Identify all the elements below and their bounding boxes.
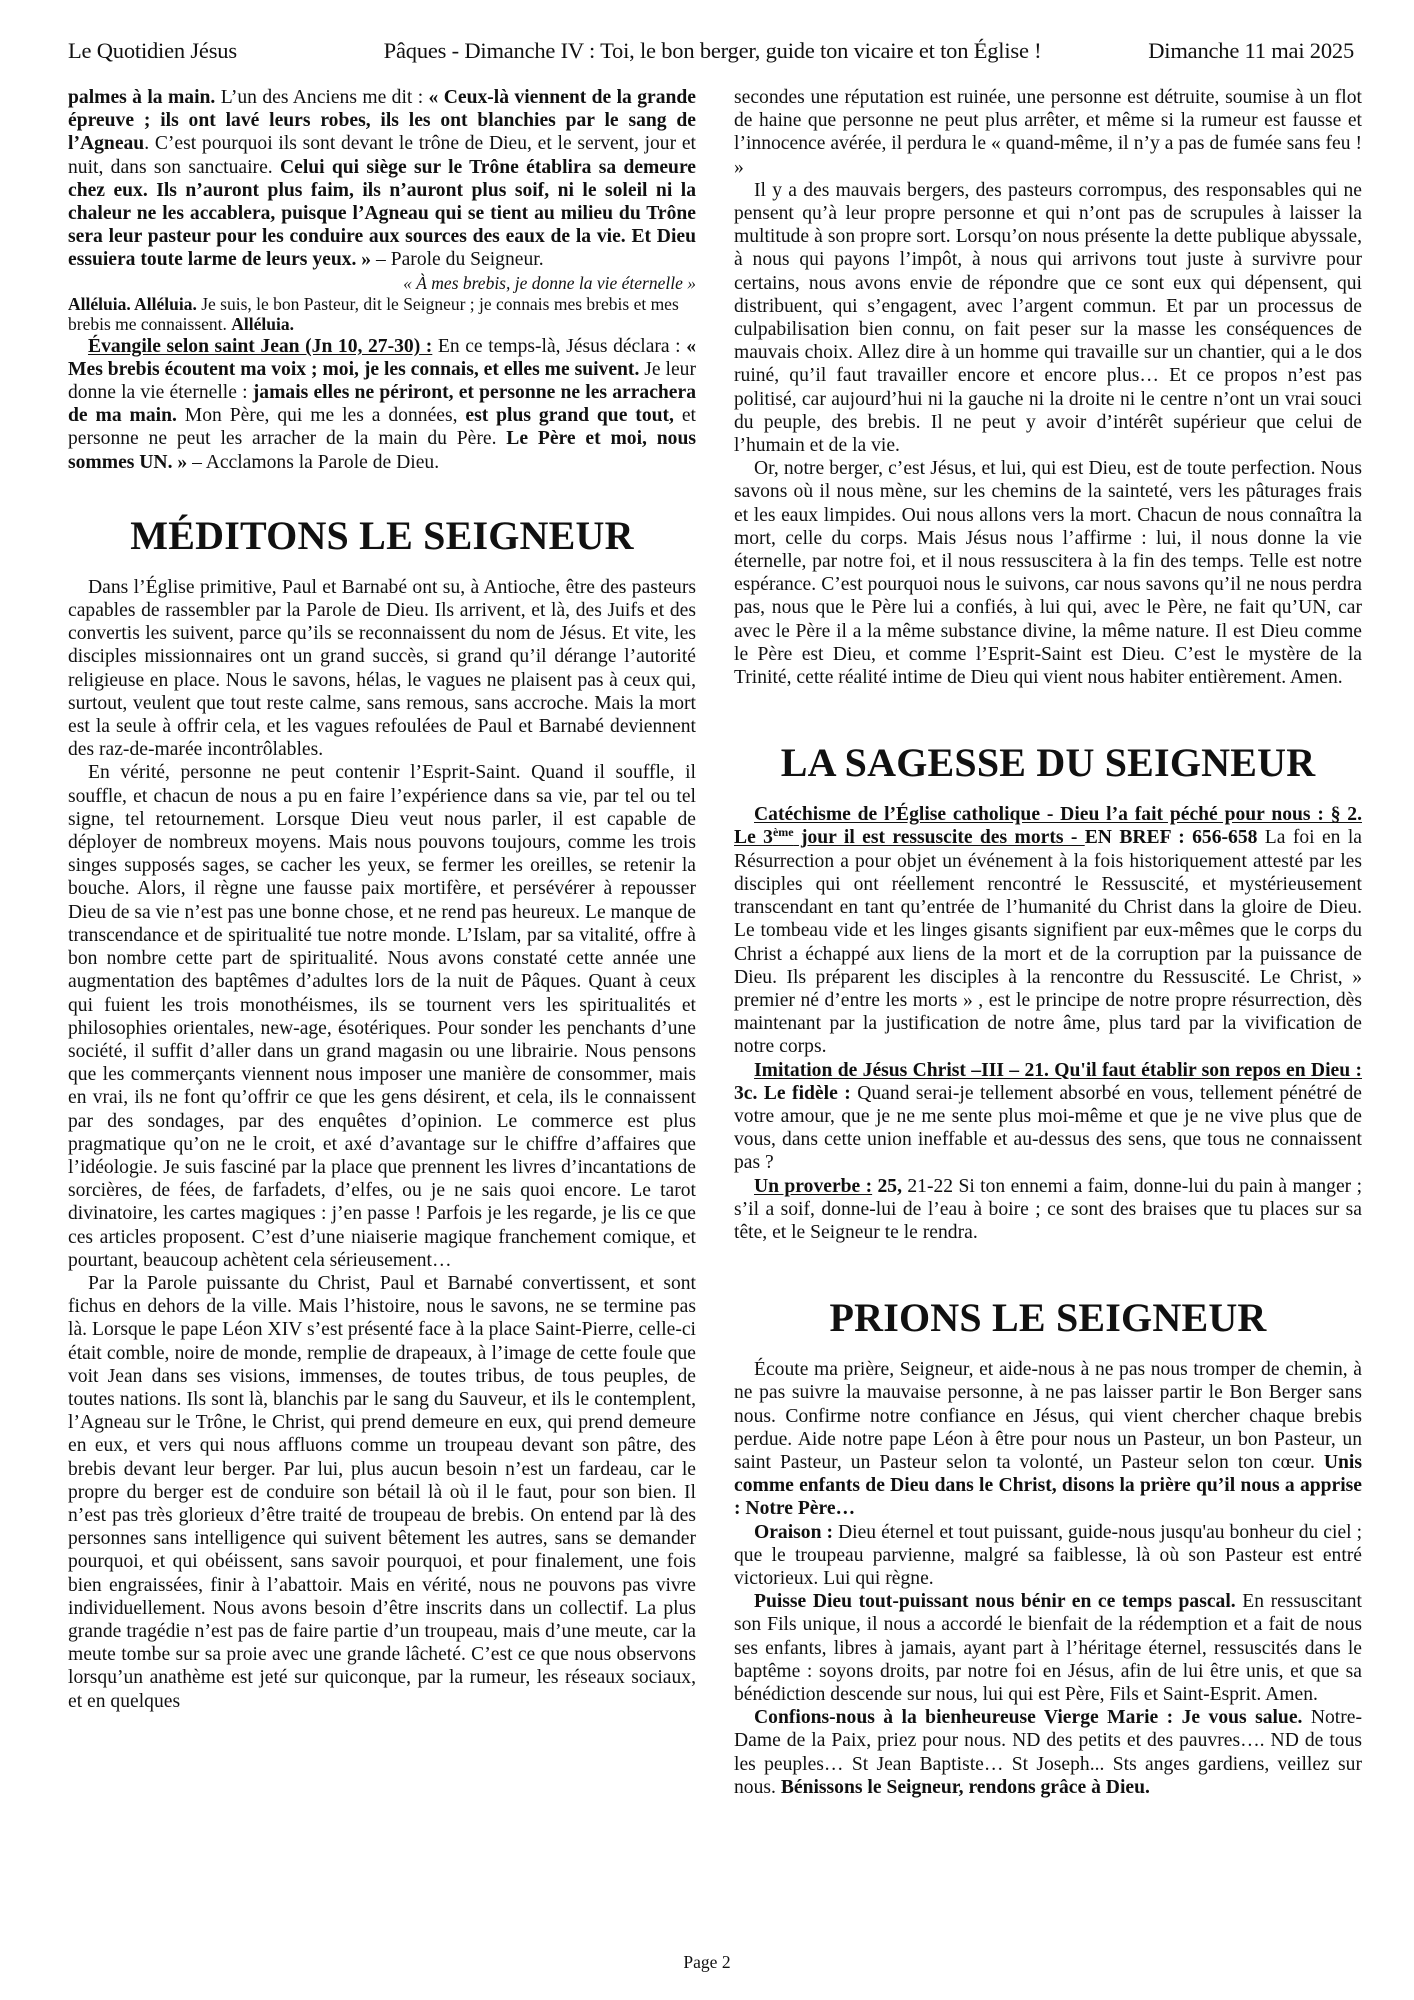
oraison-label: Oraison : — [754, 1521, 834, 1543]
left-column — [68, 86, 696, 1799]
catechism-reference: EN BREF : 656-658 — [1084, 827, 1258, 849]
catechism-paragraph — [734, 803, 1362, 1058]
two-column-body — [68, 86, 1362, 1799]
prayer-text: Écoute ma prière, Seigneur, et aide-nous à ne pas nous tromper de chemin, à ne pas suivre la mauvaise personne, à ne pas laisser partir le Bon Berger sans nous. Confirme notre confiance en Jésus, qui vient chercher chaque brebis perdue. Aide notre pape Léon à être pour nous un Pasteur, un bon Pasteur, un saint Pasteur, un Pasteur selon ta volonté, un Pasteur selon ton cœur. — [734, 1359, 1362, 1473]
gospel-text-1: En ce temps-là, Jésus déclara : — [432, 335, 687, 357]
marian-paragraph — [734, 1706, 1362, 1799]
gospel-bold-3: est plus grand que tout, — [465, 405, 674, 427]
proverb-reference: 25, — [872, 1175, 903, 1197]
alleluia-bold-1: Alléluia. Alléluia. — [68, 293, 197, 314]
gospel-heading: Évangile selon saint Jean (Jn 10, 27-30) : — [88, 335, 433, 357]
meditation-continued-2: Il y a des mauvais bergers, des pasteurs corrompus, des responsables qui ne pensent qu’à leur propre personne et qui n’ont pas de scrupules à laisser la multitude à son propre sort. Lorsqu’on nous présente la dette publique abyssale, à nous qui payons l’impôt, à nous qui arrivons tout juste à survivre pour certains, nous avons envie de répondre que ce sont eux qui dépensent, qui distribuent, qui s’engagent, avec l’argent commun. Et par un processus de culpabilisation bien connu, on fait peser sur la masse les conséquences de mauvais choix. Allez dire à un homme qui travaille sur un chantier, qui a le dos ruiné, qu’il faut travailler encore et encore plus… Et ce propos n’est pas politisé, car aujourd’hui ni la gauche ni la droite ni le centre n’ont un vrai souci du peuple, des brebis. Il ne peut y avoir d’intérêt supérieur que celui de l’humain et de la vie. — [734, 179, 1362, 457]
imitation-heading: Imitation de Jésus Christ –III – 21. Qu'il faut établir son repos en Dieu : — [754, 1059, 1362, 1081]
alleluia-verse — [68, 294, 696, 335]
our-father-invitation: Unis comme enfants de Dieu dans le Christ, disons la prière qu’il nous a apprise : Notre Père… — [734, 1451, 1362, 1520]
gospel-quote-title: « À mes brebis, je donne la vie éternelle » — [403, 272, 696, 293]
reading-bold-2: « Ceux-là viennent de la grande épreuve ; ils ont lavé leurs robes, ils les ont blanchies par le sang de l’Agneau — [68, 87, 696, 155]
gospel-text-3: Mon Père, qui me les a données, — [176, 405, 466, 427]
meditation-section-title: MÉDITONS LE SEIGNEUR — [130, 512, 634, 558]
reading-bold-1: palmes à la main. — [68, 87, 216, 108]
meditation-paragraph-1: Dans l’Église primitive, Paul et Barnabé ont su, à Antioche, être des pasteurs capables de rassembler par la Parole de Dieu. Ils arrivent, et là, des Juifs et des convertis les suivent, parce qu’ils se reconnaissent du nom de Jésus. Et vite, les disciples missionnaires ont un grand succès, si grand qu’il dérange l’autorité religieuse en place. Nous le savons, hélas, le vagues ne plaisent pas à ceux qui, surtout, veulent que tout reste calme, sans remous, sans accroche. Mais la mort est la seule à offrir cela, et les vagues refoulées de Paul et Barnabé deviennent des raz-de-marée incontrôlables. — [68, 576, 696, 761]
liturgical-subject: Pâques - Dimanche IV : Toi, le bon berger, guide ton vicaire et ton Église ! — [383, 38, 1042, 63]
blessing-heading: Puisse Dieu tout-puissant nous bénir en ce temps pascal. — [754, 1591, 1236, 1613]
gospel-text-5: – Acclamons la Parole de Dieu. — [187, 451, 440, 473]
marian-text: Notre-Dame de la Paix, priez pour nous. ND des petits et des pauvres…. ND de tous les peuples… St Jean Baptiste… St Joseph... Sts anges gardiens, veillez sur nous. — [734, 1707, 1362, 1798]
gospel-text-2: Je leur donne la vie éternelle : — [68, 358, 696, 404]
catechism-heading: Catéchisme de l’Église catholique - Dieu l’a fait péché pour nous : § 2. Le 3 — [734, 804, 1362, 849]
closing-blessing: Bénissons le Seigneur, rendons grâce à Dieu. — [780, 1776, 1150, 1798]
oraison-text: Dieu éternel et tout puissant, guide-nous jusqu'au bonheur du ciel ; que le troupeau parvienne, malgré sa faiblesse, là où son Pasteur est entré victorieux. Lui qui règne. — [734, 1521, 1363, 1589]
meditation-paragraph-2: En vérité, personne ne peut contenir l’Esprit-Saint. Quand il souffle, il souffle, et chacun de nous a pu en faire l’expérience dans sa vie, par tel ou tel signe, tel retournement. Lorsque Dieu veut nous parler, il est capable de déployer de nombreux moyens. Mais nous pouvons toujours, comme les trois singes supposés sages, se cacher les yeux, se fermer les oreilles, se retenir la bouche. Alors, il règne une fausse paix mortifère, et persévérer à repousser Dieu de sa vie n’est pas une bonne chose, et ne rend pas heureux. Le manque de transcendance et de spiritualité tue notre monde. L’Islam, par sa vitalité, offre à bon nombre cette part de spiritualité. Nous avons constaté cette année une augmentation des baptêmes d’adultes lors de la nuit de Pâques. Quant à ceux qui fuient les trois monothéismes, ils se tournent vers les spiritualités et philosophies orientales, new-age, ésotériques. Pour sonder les penchants d’une société, il suffit d’aller dans un grand magasin ou une librairie. Nous pensons que les commerçants viennent nous imposer une manière de consommer, mais en vrai, ils ne font qu’offrir ce que les gens désirent, et cela, ils le connaissent par des sondages, par des enquêtes d’opinion. Le commerce est plus pragmatique qu’on ne le croit, et axé d’avantage sur le chiffre d’affaires que l’idéologie. Je suis fasciné par la place que prennent les livres d’incantations de sorcières, de fées, de farfadets, d’elfes, ou je ne sais quoi encore. Le tarot divinatoire, les cartes magiques : j’en passe ! Parfois je les regarde, je lis ce que ces articles proposent. C’est d’une niaiserie magique franchement comique, et pourtant, beaucoup achètent cela sérieusement… — [68, 762, 696, 1271]
meditation-continued-1: secondes une réputation est ruinée, une personne est détruite, soumise à un flot de haine que personne ne peut plus arrêter, et même si la rumeur est fausse et l’innocence avérée, il perdura le « quand-même, il n’y a pas de fumée sans feu ! » — [734, 87, 1362, 178]
second-reading-end — [68, 86, 696, 272]
imitation-text: Quand serai-je tellement absorbé en vous, tellement pénétré de votre amour, que je ne me sente plus moi-même et que je ne vive plus que de vous, dans cette union ineffable et au-dessus des sens, que tous ne connaissent pas ? — [734, 1082, 1362, 1174]
publication-title: Le Quotidien Jésus — [68, 38, 237, 63]
gospel-text-4: et personne ne peut les arracher de la main du Père. — [68, 405, 696, 450]
alleluia-bold-2: Alléluia. — [231, 314, 295, 335]
catechism-heading-cont: jour il est ressuscite des morts - — [793, 827, 1085, 849]
wisdom-section-title: LA SAGESSE DU SEIGNEUR — [780, 740, 1316, 786]
right-column — [734, 86, 1362, 1799]
blessing-paragraph — [734, 1590, 1362, 1706]
blessing-text: En ressuscitant son Fils unique, il nous a accordé le bienfait de la rédemption et a fait de nous ses enfants, libres à jamais, ayant part à l’héritage éternel, ressuscités dans le baptême : soyons droits, par notre foi en Jésus, afin de lui être unis, et que sa bénédiction descende sur nous, lui qui est Père, Fils et Saint-Esprit. Amen. — [734, 1591, 1362, 1705]
prayer-paragraph — [734, 1358, 1362, 1520]
proverb-text: 21-22 Si ton ennemi a faim, donne-lui du pain à manger ; s’il a soif, donne-lui de l’eau à boire ; ce sont des braises que tu places sur sa tête, et le Seigneur te le rendra. — [734, 1175, 1363, 1243]
proverb-heading: Un proverbe : — [754, 1175, 873, 1197]
oraison-paragraph — [734, 1521, 1362, 1591]
reading-text-2: . C’est pourquoi ils sont devant le trône de Dieu, et le servent, jour et nuit, dans son sanctuaire. — [68, 133, 696, 178]
imitation-paragraph — [734, 1059, 1362, 1175]
page-number: Page 2 — [683, 1952, 731, 1972]
page-header — [68, 38, 1354, 64]
meditation-paragraph-3: Par la Parole puissante du Christ, Paul et Barnabé convertissent, et sont fichus en dehors de la ville. Mais l’histoire, nous le savons, ne se termine pas là. Lorsque le pape Léon XIV s’est présenté face à la place Saint-Pierre, celle-ci était comble, noire de monde, remplie de drapeaux, à l’image de cette foule que voit Jean dans ses visions, immenses, de toutes tribus, de tous peuples, de toutes nations. Ils sont là, blanchis par le sang du Sauveur, et ils le contemplent, l’Agneau sur le Trône, le Christ, qui prend demeure en eux, qui prend demeure en eux, et vers qui nous affluons comme un troupeau devant son pâtre, des brebis devant leur berger. Par lui, plus aucun besoin n’est un fardeau, car le propre du berger est de conduire son bétail là où il le faut, pour son bien. Il n’est pas très glorieux d’être traité de troupeau de brebis. On entend par là des personnes sans intelligence qui suivent bêtement les autres, sans se demander pourquoi, et qui obéissent, sans savoir pourquoi, et pour finalement, une fois bien engraissées, finir à l’abattoir. Mais en vérité, nous ne pouvons pas vivre individuellement. Nous avons besoin d’être inscrits dans un collectif. La plus grande tragédie n’est pas de faire partie d’un troupeau, mais d’une meute, car la meute tombe sur sa proie avec une grande lâcheté. C’est ce que nous observons lorsqu’un anathème est jeté sur quiconque, par la rumeur, les réseaux sociaux, et en quelques — [68, 1272, 696, 1712]
marian-heading: Confions-nous à la bienheureuse Vierge Marie : Je vous salue. — [754, 1707, 1303, 1729]
ordinal-superscript: ème — [772, 825, 794, 840]
gospel-bold-1: « Mes brebis écoutent ma voix ; moi, je les connais, et elles me suivent. — [68, 335, 696, 380]
meditation-continued-3: Or, notre berger, c’est Jésus, et lui, qui est Dieu, est de toute perfection. Nous savons où il nous mène, sur les chemins de la sainteté, vers les pâturages frais et les eaux limpides. Oui nous allons vers la mort. Chacun de nous connaîtra la mort, celle du corps. Mais Jésus nous l’affirme : lui, il nous donne la vie éternelle, par notre foi, et il nous ressuscitera à la fin des temps. Telle est notre espérance. C’est pourquoi nous le suivons, car nous savons qu’il ne nous perdra pas, nous que le Père lui a confiés, à lui qui, avec le Père, ne fait qu’UN, car avec le Père il a la même substance divine, la même nature. Il est Dieu comme le Père est Dieu, et comme l’Esprit-Saint est Dieu. C’est le mystère de la Trinité, cette réalité intime de Dieu qui vient nous habiter entièrement. Amen. — [734, 458, 1362, 689]
catechism-text: La foi en la Résurrection a pour objet un événement à la fois historiquement attesté par les disciples qui ont réellement rencontré le Ressuscité, et mystérieusement transcendant en tant qu’entrée de l’humanité du Christ dans la gloire de Dieu. Le tombeau vide et les linges gisants signifient par eux-mêmes que le corps du Christ a échappé aux liens de la mort et de la corruption par la puissance de Dieu. Ils préparent les disciples à la rencontre du Ressuscité. Le Christ, » premier né d’entre les morts » , est le principe de notre propre résurrection, dès maintenant par la justification de notre âme, plus tard par la vivification de notre corps. — [734, 827, 1362, 1058]
prayer-section-title: PRIONS LE SEIGNEUR — [829, 1295, 1267, 1341]
reading-text-1: L’un des Anciens me dit : — [215, 87, 429, 108]
alleluia-text: Je suis, le bon Pasteur, dit le Seigneur ; je connais mes brebis et mes brebis me connaissent. — [68, 293, 679, 335]
gospel-passage — [68, 335, 696, 474]
gospel-bold-2: jamais elles ne périront, et personne ne les arrachera de ma main. — [68, 382, 696, 427]
reading-bold-3: Celui qui siège sur le Trône établira sa demeure chez eux. Ils n’auront plus faim, ils n’auront plus soif, ni le soleil ni la chaleur ne les accablera, puisque l’Agneau qui se tient au milieu du Trône sera leur pasteur pour les conduire aux sources des eaux de la vie. Et Dieu essuiera toute larme de leurs yeux. » — [68, 156, 696, 271]
gospel-bold-4: Le Père et moi, nous sommes UN. » — [68, 428, 696, 473]
reading-text-3: – Parole du Seigneur. — [371, 249, 544, 271]
issue-date: Dimanche 11 mai 2025 — [1148, 38, 1354, 63]
proverb-paragraph — [734, 1175, 1362, 1245]
imitation-reference: 3c. Le fidèle : — [734, 1082, 851, 1104]
